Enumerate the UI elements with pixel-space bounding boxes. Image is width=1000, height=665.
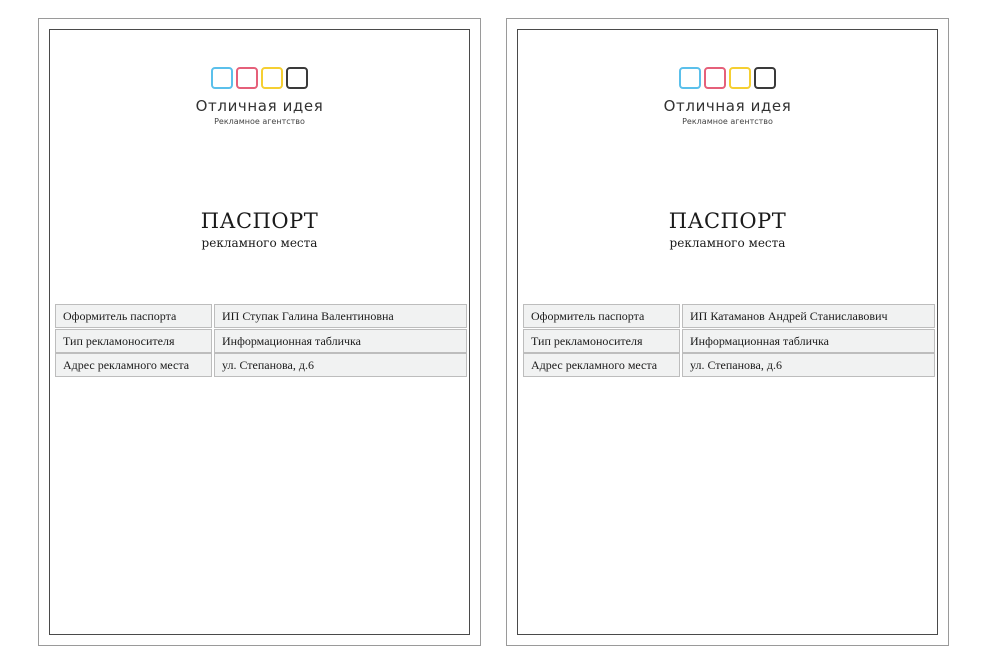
row-label: Тип рекламоносителя xyxy=(523,329,680,353)
company-logo xyxy=(50,67,469,127)
row-label: Адрес рекламного места xyxy=(55,353,212,377)
logo-company-subtitle: Рекламное агентство xyxy=(214,117,305,126)
passport-page-right xyxy=(506,18,949,646)
row-value: ул. Степанова, д.6 xyxy=(214,353,467,377)
passport-info-table xyxy=(55,304,467,378)
table-row xyxy=(523,304,935,328)
row-value: ул. Степанова, д.6 xyxy=(682,353,935,377)
logo-mark xyxy=(518,67,937,89)
row-label: Оформитель паспорта xyxy=(55,304,212,328)
logo-company-subtitle: Рекламное агентство xyxy=(682,117,773,126)
row-label: Тип рекламоносителя xyxy=(55,329,212,353)
row-value: Информационная табличка xyxy=(682,329,935,353)
document-title: ПАСПОРТ xyxy=(200,209,319,233)
row-label: Адрес рекламного места xyxy=(523,353,680,377)
row-value: ИП Ступак Галина Валентиновна xyxy=(214,304,467,328)
table-row xyxy=(55,304,467,328)
logo-box-yellow xyxy=(261,67,283,89)
logo-box-dark xyxy=(754,67,776,89)
document-title-block xyxy=(50,208,469,251)
table-row xyxy=(55,353,467,377)
logo-company-name: Отличная идея xyxy=(195,97,324,115)
table-row xyxy=(523,329,935,353)
logo-box-blue xyxy=(211,67,233,89)
logo-company-name: Отличная идея xyxy=(663,97,792,115)
logo-box-pink xyxy=(704,67,726,89)
logo-box-blue xyxy=(679,67,701,89)
company-logo xyxy=(518,67,937,127)
row-label: Оформитель паспорта xyxy=(523,304,680,328)
logo-box-dark xyxy=(286,67,308,89)
passport-page-left xyxy=(38,18,481,646)
page-frame xyxy=(49,29,470,635)
logo-box-yellow xyxy=(729,67,751,89)
document-title: ПАСПОРТ xyxy=(668,209,787,233)
table-row xyxy=(55,329,467,353)
document-subtitle: рекламного места xyxy=(201,236,318,250)
document-title-block xyxy=(518,208,937,251)
logo-box-pink xyxy=(236,67,258,89)
passport-info-table xyxy=(523,304,935,378)
page-frame xyxy=(517,29,938,635)
table-row xyxy=(523,353,935,377)
row-value: ИП Катаманов Андрей Станиславович xyxy=(682,304,935,328)
document-subtitle: рекламного места xyxy=(669,236,786,250)
logo-mark xyxy=(50,67,469,89)
row-value: Информационная табличка xyxy=(214,329,467,353)
